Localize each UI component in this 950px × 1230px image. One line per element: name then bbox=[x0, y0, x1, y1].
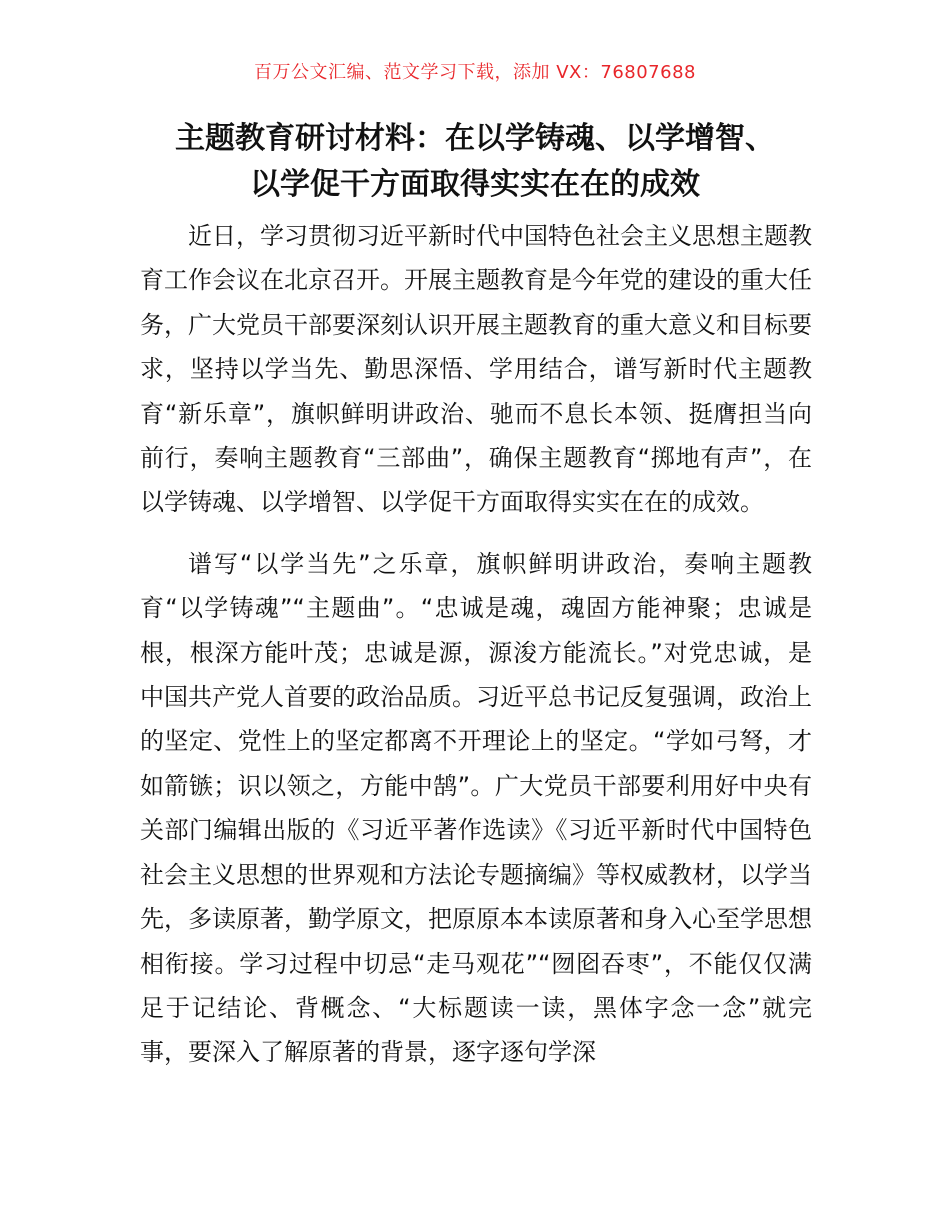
promo-header: 百万公文汇编、范文学习下载，添加 VX：76807688 bbox=[254, 62, 696, 83]
document-title bbox=[120, 116, 830, 208]
title-line-1: 主题教育研讨材料：在以学铸魂、以学增智、 bbox=[175, 121, 775, 156]
document-body bbox=[140, 214, 812, 1075]
paragraph-1: 近日，学习贯彻习近平新时代中国特色社会主义思想主题教育工作会议在北京召开。开展主题教育是今年党的建设的重大任务，广大党员干部要深刻认识开展主题教育的重大意义和目标要求，坚持以学当先、勤思深悟、学用结合，谱写新时代主题教育“新乐章”，旗帜鲜明讲政治、驰而不息长本领、挺膺担当向前行，奏响主题教育“三部曲”，确保主题教育“掷地有声”，在以学铸魂、以学增智、以学促干方面取得实实在在的成效。 bbox=[140, 222, 812, 517]
paragraph-2: 谱写“以学当先”之乐章，旗帜鲜明讲政治，奏响主题教育“以学铸魂”“主题曲”。“忠诚是魂，魂固方能神聚；忠诚是根，根深方能叶茂；忠诚是源，源浚方能流长。”对党忠诚，是中国共产党人首要的政治品质。习近平总书记反复强调，政治上的坚定、党性上的坚定都离不开理论上的坚定。“学如弓弩，才如箭镞；识以领之，方能中鹄”。广大党员干部要利用好中央有关部门编辑出版的《习近平著作选读》《习近平新时代中国特色社会主义思想的世界观和方法论专题摘编》等权威教材，以学当先，多读原著，勤学原文，把原原本本读原著和身入心至学思想相衔接。学习过程中切忌“走马观花”“囫囵吞枣”，不能仅仅满足于记结论、背概念、“大标题读一读，黑体字念一念”就完事，要深入了解原著的背景，逐字逐句学深 bbox=[140, 549, 812, 1067]
title-line-2: 以学促干方面取得实实在在的成效 bbox=[250, 167, 700, 202]
